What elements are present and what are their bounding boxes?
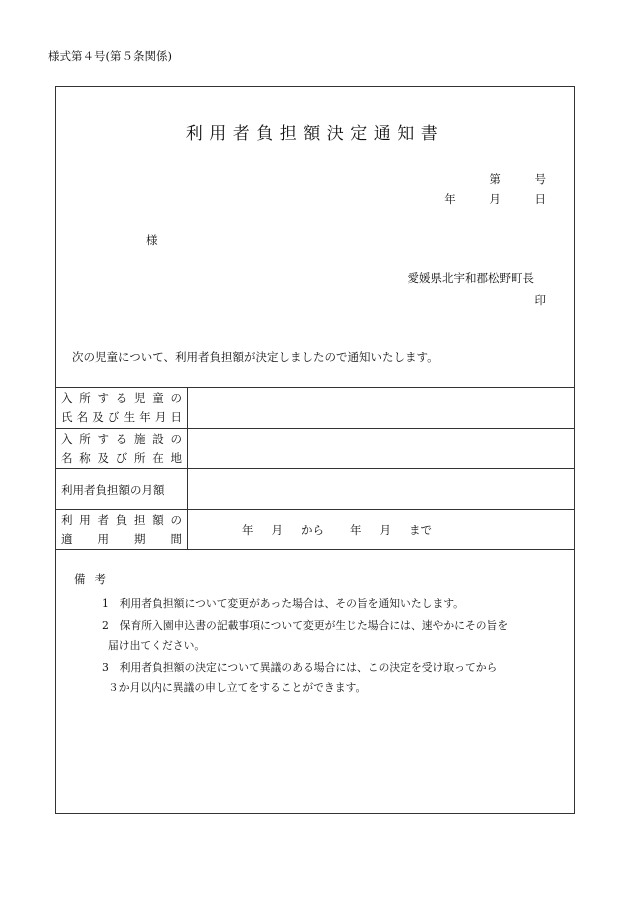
- form-number: 様式第４号(第５条関係): [48, 49, 172, 63]
- child-label-line-1: 入 所 す る 児 童 の: [61, 391, 182, 405]
- number-suffix: 号: [534, 172, 546, 186]
- table-row-facility: [56, 428, 574, 468]
- facility-label-line-2: 名 称 及 び 所 在 地: [61, 451, 182, 465]
- period-value: 年 月 から 年 月 まで: [242, 522, 432, 537]
- recipient-line: 様: [146, 233, 158, 247]
- document-number-line: [459, 171, 546, 187]
- note-item-2-cont: 届け出てください。: [108, 639, 206, 652]
- notes-section: [56, 549, 574, 694]
- note-item-1: 1 利用者負担額について変更があった場合は、その旨を通知いたします。: [102, 597, 464, 610]
- note-item-3-cont: ３か月以内に異議の申し立てをすることができます。: [108, 681, 367, 694]
- period-label-line-1: 利 用 者 負 担 額 の: [61, 513, 182, 527]
- note-item-3: 3 利用者負担額の決定について異議のある場合には、この決定を受け取ってから: [102, 661, 498, 674]
- notice-frame: [55, 86, 575, 814]
- monthly-value-field[interactable]: [188, 469, 574, 509]
- child-label-line-2: 氏 名 及 び 生 年 月 日: [61, 410, 182, 424]
- child-label: [56, 388, 188, 428]
- facility-value-field[interactable]: [188, 429, 574, 468]
- seal-mark: 印: [534, 293, 546, 307]
- facility-label-line-1: 入 所 す る 施 設 の: [61, 432, 182, 446]
- document-title: 利用者負担額決定通知書: [185, 124, 445, 144]
- date-year: 年: [444, 192, 456, 206]
- date-day: 日: [534, 192, 546, 206]
- facility-label: [56, 429, 188, 468]
- monthly-label-text: 利用者負担額の月額: [61, 482, 165, 497]
- period-label: [56, 510, 188, 549]
- issuer-name: 愛媛県北宇和郡松野町長: [407, 271, 534, 285]
- table-row-child: [56, 387, 574, 428]
- detail-table: [56, 387, 574, 549]
- number-prefix: 第: [489, 172, 501, 186]
- note-item-2: 2 保育所入園申込書の記載事項について変更が生じた場合には、速やかにその旨を: [102, 619, 509, 632]
- child-value-field[interactable]: [188, 388, 574, 428]
- table-row-monthly: [56, 468, 574, 509]
- table-row-period: [56, 509, 574, 549]
- notes-heading: 備考: [74, 572, 115, 586]
- period-value-field[interactable]: [188, 510, 574, 549]
- monthly-label: [56, 469, 188, 509]
- document-date-line: [414, 191, 546, 207]
- date-month: 月: [489, 192, 501, 206]
- intro-text: 次の児童について、利用者負担額が決定しましたので通知いたします。: [72, 350, 439, 364]
- period-label-line-2: 適 用 期 間: [61, 532, 182, 546]
